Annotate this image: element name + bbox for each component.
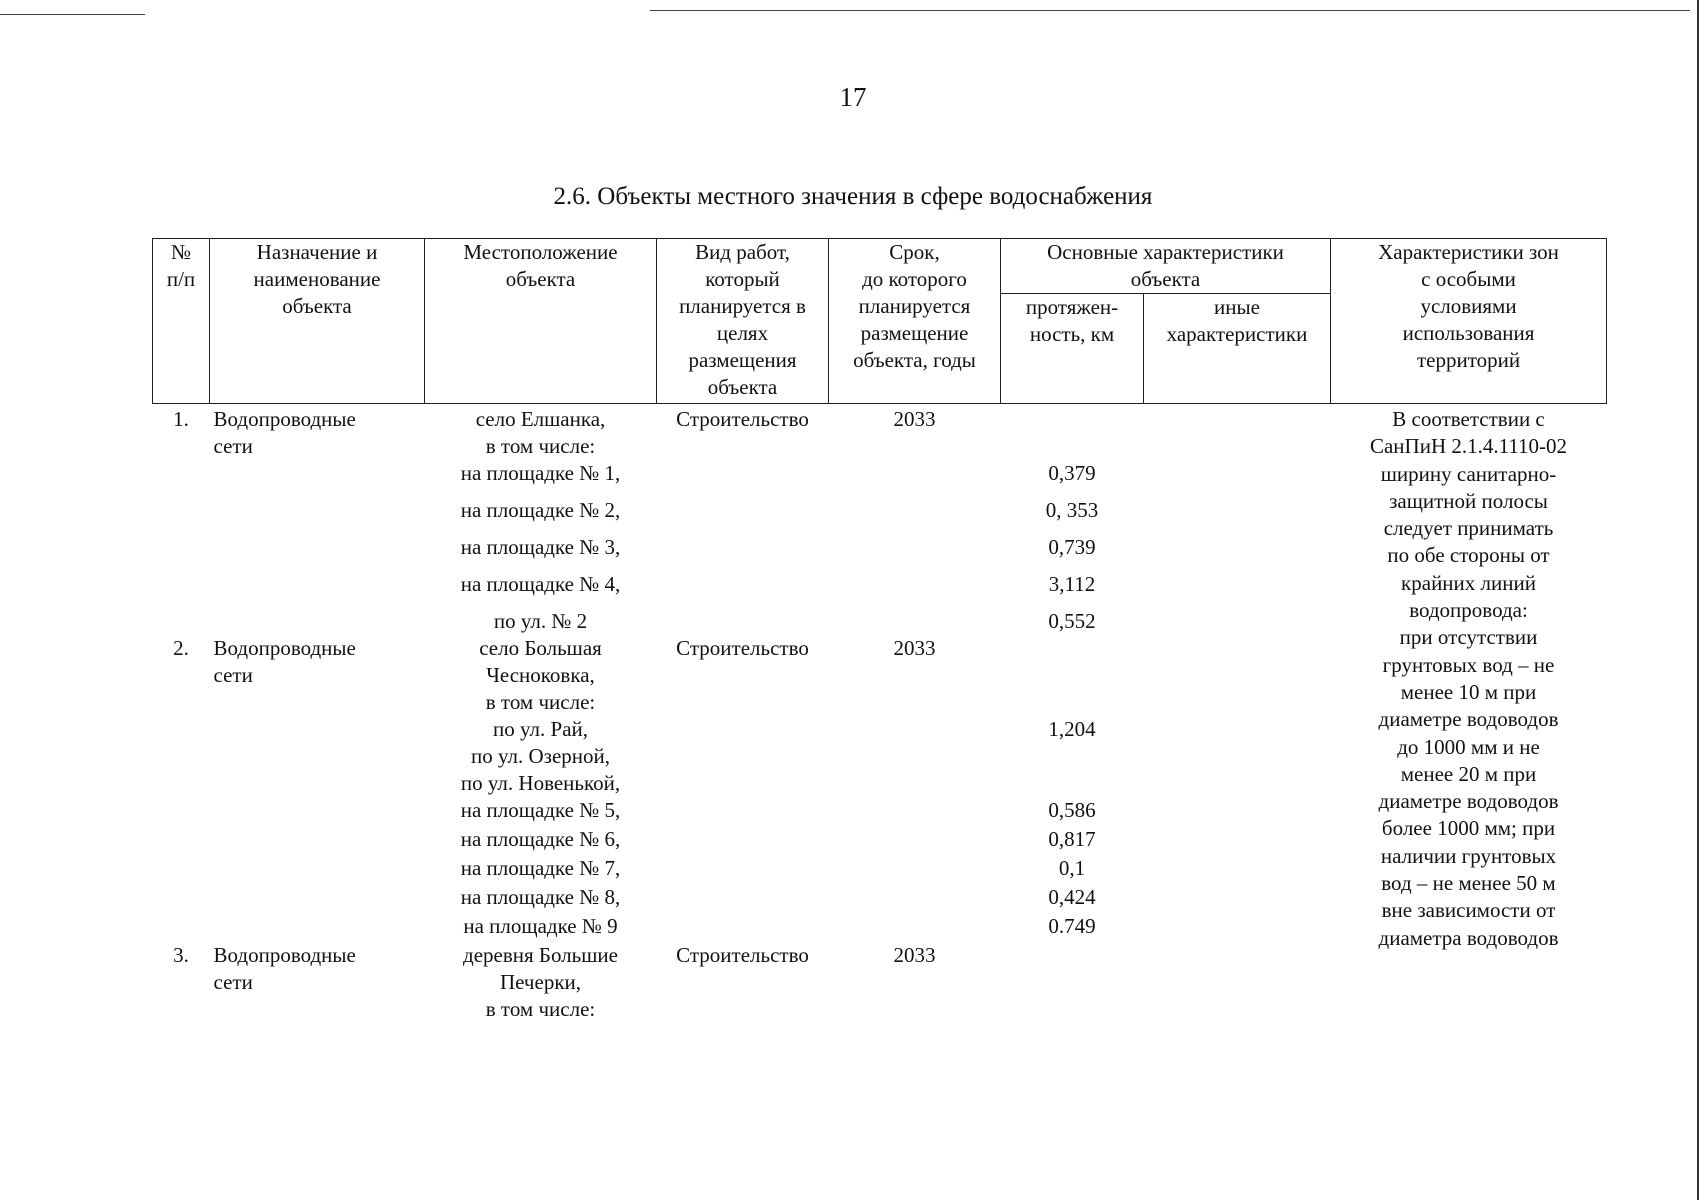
object-name	[210, 404, 425, 636]
object-name-line: сети	[213, 970, 253, 994]
location-line: по ул. Новенькой,	[460, 771, 621, 795]
zone-text-line: грунтовых вод – не	[1382, 652, 1555, 677]
object-name	[210, 942, 425, 1023]
header-zones-line: Характеристики зон	[1378, 240, 1559, 264]
object-name-line: сети	[213, 663, 253, 687]
header-main-line: Основные характеристики	[1047, 240, 1284, 264]
location-line: на площадке № 8,	[460, 885, 621, 909]
header-work-line: планируется в	[679, 294, 806, 318]
water-supply-objects-table	[152, 238, 1607, 1023]
header-zones-line: территорий	[1416, 348, 1521, 372]
header-work-line: размещения	[688, 348, 797, 372]
header-work-line: целях	[716, 321, 769, 345]
zone-text-line: СанПиН 2.1.4.1110-02	[1369, 434, 1568, 459]
length-value	[1005, 743, 1140, 770]
object-name-line: Водопроводные	[213, 636, 356, 660]
scan-artifact-line-left	[0, 14, 145, 15]
header-num-line: п/п	[166, 267, 196, 291]
location-line: на площадке № 5,	[460, 798, 621, 822]
length-value: 0,552	[1048, 609, 1096, 633]
header-name	[210, 239, 425, 404]
location-line: на площадке № 2,	[460, 498, 621, 522]
zone-text-line: диаметре водоводов	[1378, 789, 1559, 814]
header-work	[657, 239, 829, 404]
header-num-line: №	[170, 240, 192, 264]
length-value: 0,379	[1048, 461, 1096, 485]
length-value: 0,424	[1048, 885, 1096, 909]
length-value	[1005, 689, 1140, 716]
location-line: Печерки,	[499, 970, 582, 994]
object-name-line: Водопроводные	[213, 407, 356, 431]
work-type: Строительство	[676, 636, 809, 660]
header-work-line: объекта	[707, 375, 778, 399]
zone-text-line: менее 20 м при	[1400, 761, 1537, 786]
zone-text-line: В соответствии с	[1392, 407, 1545, 431]
term-year: 2033	[893, 943, 936, 967]
header-term-line: планируется	[858, 294, 971, 318]
header-other	[1144, 294, 1331, 404]
object-name-line: сети	[213, 434, 253, 458]
length-value: 0,739	[1048, 535, 1096, 559]
location-line: на площадке № 7,	[460, 856, 621, 880]
other-characteristics	[1144, 635, 1331, 942]
header-name-line: объекта	[282, 294, 352, 318]
zone-text-line: следует принимать	[1383, 516, 1554, 541]
location-line: на площадке № 6,	[460, 827, 621, 851]
zone-text-line: вне зависимости от	[1381, 898, 1556, 923]
location-line: по ул. № 2	[493, 609, 588, 633]
location-line: в том числе:	[485, 434, 596, 458]
zone-text-line: при отсутствии	[1399, 625, 1538, 650]
length-value: 0.749	[1048, 914, 1096, 938]
header-location	[425, 239, 657, 404]
zone-text-line: водопровода:	[1409, 598, 1528, 623]
length-value	[1005, 635, 1140, 662]
header-term-line: объекта, годы	[853, 348, 976, 372]
other-characteristics	[1144, 404, 1331, 636]
location-line: по ул. Рай,	[492, 717, 589, 741]
term-year: 2033	[893, 636, 936, 660]
length-value	[1005, 662, 1140, 689]
term-year: 2033	[893, 407, 936, 431]
header-zones	[1331, 239, 1607, 404]
header-term-line: Срок,	[889, 240, 940, 264]
table-row	[153, 404, 1607, 636]
header-work-line: Вид работ,	[695, 240, 790, 264]
location-line: на площадке № 1,	[460, 461, 621, 485]
zone-text-line: по обе стороны от	[1387, 543, 1550, 568]
object-location	[425, 942, 657, 1023]
header-row-1	[153, 239, 1607, 294]
length-value: 0,1	[1058, 856, 1086, 880]
location-line: по ул. Озерной,	[470, 744, 611, 768]
header-other-line: характеристики	[1166, 322, 1308, 346]
length-value	[1005, 770, 1140, 797]
zone-text-line: наличии грунтовых	[1380, 843, 1557, 868]
scan-artifact-line-right	[650, 10, 1690, 11]
location-line: в том числе:	[485, 997, 596, 1021]
location-line: Чесноковка,	[486, 663, 595, 687]
scan-artifact-edge	[1697, 0, 1699, 1200]
zone-text-line: диаметре водоводов	[1378, 707, 1559, 732]
zone-text-line: вод – не менее 50 м	[1381, 871, 1556, 896]
header-location-line: Местоположение	[463, 240, 618, 264]
zone-text-line: менее 10 м при	[1400, 679, 1537, 704]
length-values	[1001, 404, 1144, 636]
zone-text-line: диаметра водоводов	[1378, 925, 1559, 950]
location-line: на площадке № 3,	[460, 535, 621, 559]
header-other-line: иные	[1214, 295, 1260, 319]
location-line: в том числе:	[485, 690, 596, 714]
row-number: 3.	[173, 943, 189, 967]
length-value: 0,586	[1048, 798, 1096, 822]
location-line: село Большая	[479, 636, 602, 660]
work-type: Строительство	[676, 407, 809, 431]
length-value	[1005, 433, 1140, 460]
zone-text-line: до 1000 мм и не	[1397, 734, 1540, 759]
header-main-line: объекта	[1130, 267, 1201, 291]
object-location	[425, 635, 657, 942]
zone-text-line: ширину санитарно-	[1380, 461, 1557, 486]
page-number: 17	[839, 82, 867, 112]
location-line: деревня Большие	[463, 943, 618, 967]
header-name-line: наименование	[253, 267, 381, 291]
header-term-line: до которого	[862, 267, 967, 291]
length-value: 3,112	[1048, 572, 1096, 596]
header-term	[829, 239, 1001, 404]
header-length-line: ность, км	[1029, 322, 1115, 346]
zone-text-line: защитной полосы	[1389, 488, 1548, 513]
header-length	[1001, 294, 1144, 404]
zone-characteristics	[1331, 404, 1607, 1024]
location-line: на площадке № 9	[463, 914, 618, 938]
work-type: Строительство	[676, 943, 809, 967]
header-name-line: Назначение и	[256, 240, 378, 264]
length-value: 0,817	[1048, 827, 1096, 851]
header-location-line: объекта	[505, 267, 576, 291]
length-value: 1,204	[1048, 717, 1096, 741]
header-num	[153, 239, 210, 404]
row-number: 2.	[173, 636, 189, 660]
header-zones-line: условиями	[1420, 294, 1517, 318]
header-zones-line: использования	[1402, 321, 1535, 345]
length-values	[1001, 942, 1144, 1023]
location-line: село Елшанка,	[475, 407, 606, 431]
length-value	[1005, 406, 1140, 433]
length-values	[1001, 635, 1144, 942]
header-length-line: протяжен-	[1025, 295, 1119, 319]
object-name-line: Водопроводные	[213, 943, 356, 967]
zone-text-line: крайних линий	[1401, 570, 1536, 595]
section-title: 2.6. Объекты местного значения в сфере водоснабжения	[553, 183, 1153, 210]
header-main-characteristics	[1001, 239, 1331, 294]
row-number: 1.	[173, 407, 189, 431]
header-zones-line: с особыми	[1421, 267, 1516, 291]
object-name	[210, 635, 425, 942]
object-location	[425, 404, 657, 636]
other-characteristics	[1144, 942, 1331, 1023]
header-term-line: размещение	[860, 321, 969, 345]
header-work-line: который	[705, 267, 780, 291]
zone-text-line: более 1000 мм; при	[1381, 816, 1556, 841]
length-value: 0, 353	[1045, 498, 1099, 522]
location-line: на площадке № 4,	[460, 572, 621, 596]
